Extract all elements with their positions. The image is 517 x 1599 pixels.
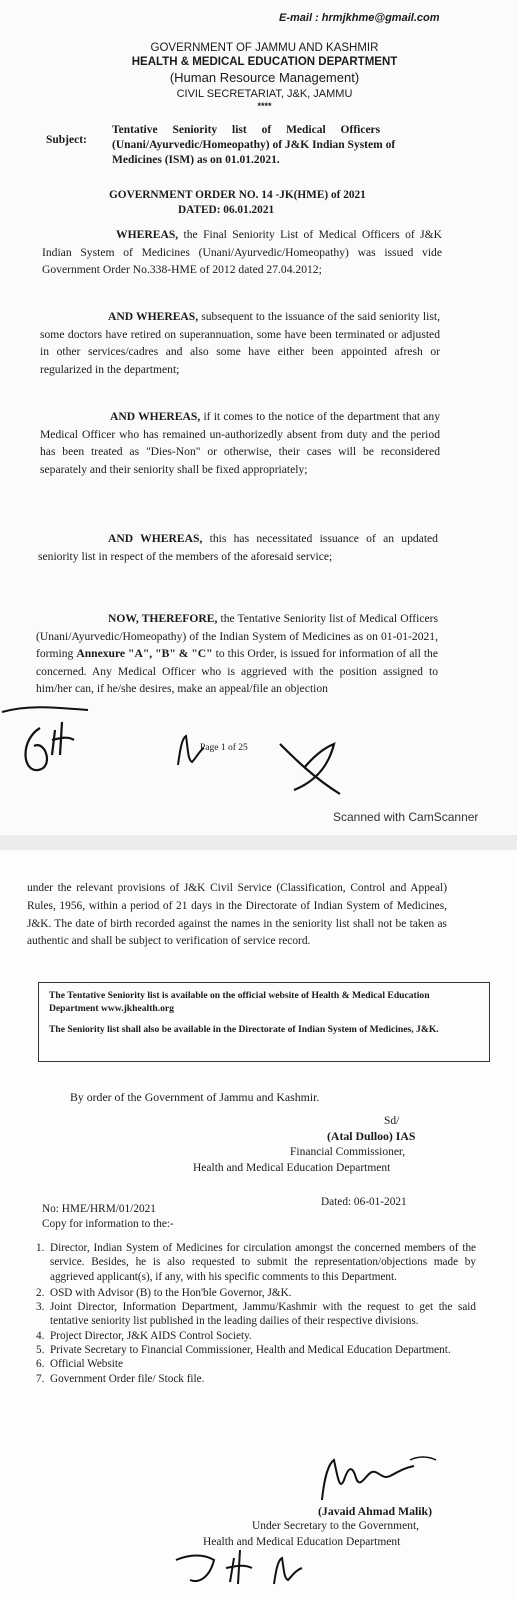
header-secretariat: CIVIL SECRETARIAT, J&K, JAMMU xyxy=(176,88,353,100)
copy-distribution-list xyxy=(36,1241,476,1386)
para-lead: NOW, THEREFORE, xyxy=(108,612,218,625)
para-text: the Tentative Seniority list of Medical Officers (Unani/Ayurvedic/Homeopathy) of the Indian System of Medicines as on 01-01-2021, forming xyxy=(36,612,438,661)
list-item: 4. Project Director, J&K AIDS Control Society. xyxy=(36,1329,252,1342)
paragraph-whereas-2 xyxy=(40,308,440,378)
list-item: 6. Official Website xyxy=(36,1358,123,1371)
handwritten-signature-mid xyxy=(174,730,214,770)
para-text: this has necessitated issuance of an updated seniority list in respect of the members of the aforesaid service; xyxy=(38,532,438,563)
list-item: 1. Director, Indian System of Medicines for circulation amongst the concerned members of the service. Besides, he is also requested to submit the representation/objections made by aggrieved applicant(s), if any, with his specific comments to this Department. xyxy=(36,1242,476,1283)
header-hrm: (Human Resource Management) xyxy=(169,70,360,85)
list-item: 3. Joint Director, Information Department, Jammu/Kashmir with the request to get the said tentative seniority list published in the leading dailies of their respective divisions. xyxy=(36,1301,476,1328)
para-lead: WHEREAS, xyxy=(116,228,179,241)
handwritten-initials-bottom xyxy=(170,1540,330,1590)
paragraph-now-therefore xyxy=(36,610,438,698)
under-secretary-department: Health and Medical Education Department xyxy=(203,1536,401,1548)
under-secretary-name: (Javaid Ahmad Malik) xyxy=(318,1504,433,1518)
by-order-line: By order of the Government of Jammu and Kashmir. xyxy=(70,1090,320,1104)
copy-to-heading: Copy for information to the:- xyxy=(42,1218,174,1230)
subject-line-2: (Unani/Ayurvedic/Homeopathy) of J&K Indian System of xyxy=(112,139,396,151)
header-department: HEALTH & MEDICAL EDUCATION DEPARTMENT xyxy=(131,56,398,68)
handwritten-signature-right xyxy=(274,738,354,798)
subject-line-1: Tentative Seniority list of Medical Officers xyxy=(112,124,381,136)
signatory-name: (Atal Dulloo) IAS xyxy=(327,1129,416,1143)
para-lead: AND WHEREAS, xyxy=(110,410,201,423)
page-number: Page 1 of 25 xyxy=(200,743,248,753)
para-lead: AND WHEREAS, xyxy=(108,310,199,323)
signatory-department: Health and Medical Education Department xyxy=(193,1162,391,1174)
para-lead: AND WHEREAS, xyxy=(108,532,203,545)
email-line: E-mail : hrmjkhme@gmail.com xyxy=(279,12,440,24)
reference-dated: Dated: 06-01-2021 xyxy=(321,1196,407,1208)
paragraph-whereas-4 xyxy=(38,530,438,565)
para-text: subsequent to the issuance of the said seniority list, some doctors have retired on superannuation, some have been terminated or adjusted in other services/cadres and also some have either been appointed afresh or regularized in the department; xyxy=(40,310,440,376)
continuation-paragraph: under the relevant provisions of J&K Civil Service (Classification, Control and Appeal) Rules, 1956, within a period of 21 days in the Directorate of Indian System of Medicines, J&K. The date of birth recorded against the names in the seniority list shall not be taken as authentic and shall be subject to verification of service record. xyxy=(27,882,447,948)
paragraph-whereas-3 xyxy=(40,408,440,478)
header-stars: **** xyxy=(257,101,272,111)
document-page-2 xyxy=(0,850,517,1599)
para-text: if it comes to the notice of the department that any Medical Officer who has remained un-authorizedly absent from duty and the period has been treated as "Dies-Non" or otherwise, their cases will be reconsidered separately and their seniority shall be fixed appropriately; xyxy=(40,410,440,476)
under-secretary-title: Under Secretary to the Government, xyxy=(252,1520,420,1532)
list-item: 2. OSD with Advisor (B) to the Hon'ble Governor, J&K. xyxy=(36,1286,292,1299)
list-item: 7. Government Order file/ Stock file. xyxy=(36,1372,205,1385)
handwritten-signature-malik xyxy=(318,1450,448,1510)
notice-box xyxy=(38,982,490,1062)
order-number: GOVERNMENT ORDER NO. 14 -JK(HME) of 2021 xyxy=(109,189,366,201)
notice-line-1: The Tentative Seniority list is available on the official website of Health & Medical Education Department www.jkhealth.org xyxy=(49,990,430,1014)
notice-line-2: The Seniority list shall also be available in the Directorate of Indian System of Medicines, J&K. xyxy=(49,1024,439,1035)
list-item: 5. Private Secretary to Financial Commissioner, Health and Medical Education Department. xyxy=(36,1344,451,1357)
subject-label: Subject: xyxy=(46,134,87,146)
para-text: to this Order, is issued for information of all the concerned. Any Medical Officer who is aggrieved with the position assigned to him/her can, if he/she desires, make an appeal/file an objection xyxy=(36,647,438,696)
annexure-ref: Annexure "A", "B" & "C" xyxy=(76,647,213,661)
para-text: the Final Seniority List of Medical Officers of J&K Indian System of Medicines (Unani/Ayurvedic/Homeopathy) was issued vide Government Order No.338-HME of 2012 dated 27.04.2012; xyxy=(42,228,442,277)
camscanner-watermark: Scanned with CamScanner xyxy=(333,810,479,824)
handwritten-initials-left xyxy=(0,700,90,780)
order-dated: DATED: 06.01.2021 xyxy=(178,204,275,216)
page-separator xyxy=(0,835,517,850)
paragraph-whereas-1 xyxy=(42,226,442,279)
sd-mark: Sd/ xyxy=(384,1115,400,1127)
signatory-title: Financial Commissioner, xyxy=(290,1146,406,1158)
header-govt: GOVERNMENT OF JAMMU AND KASHMIR xyxy=(150,42,379,54)
reference-number: No: HME/HRM/01/2021 xyxy=(42,1203,156,1215)
subject-line-3: Medicines (ISM) as on 01.01.2021. xyxy=(112,154,280,166)
